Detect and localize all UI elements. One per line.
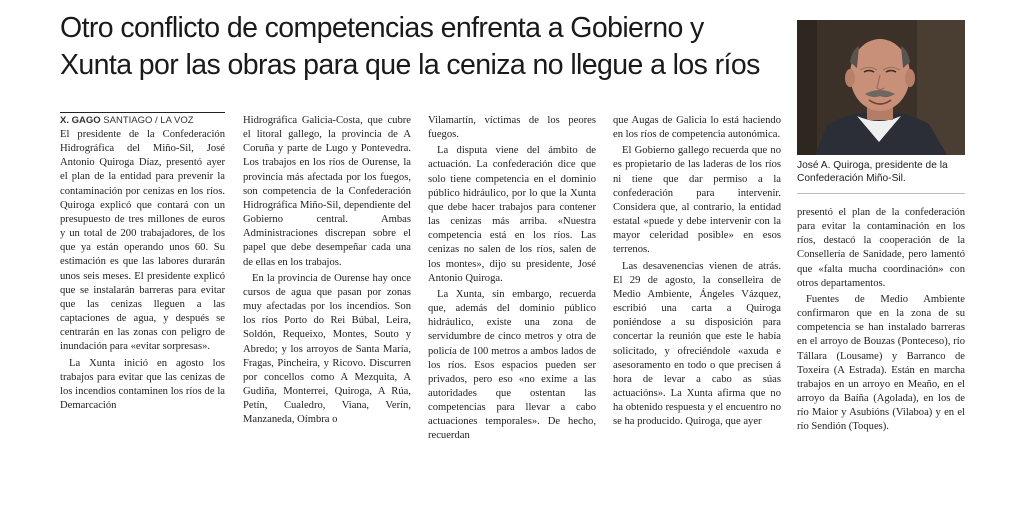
paragraph: que Augas de Galicia lo está haciendo en los ríos de competencia autonómica. (613, 115, 781, 141)
article-column-2 (243, 114, 411, 427)
portrait-photo (797, 20, 965, 155)
paragraph: Fuentes de Medio Ambiente confirmaron que en la zona de su competencia se han instalado barreras en el arroyo de Bouzas (Ponteceso), río Tállara (Lousame) y Barranco de Toxeira (A Estrada). Están en marcha trabajos en un arroyo en Meaño, en el arroyo da Baíña (Agolada), en los de río Maior y Asubións (Vilaboa) y en el río Sendión (Toques). (797, 293, 965, 433)
headline (60, 10, 780, 84)
article-column-1 (60, 128, 225, 413)
paragraph: El presidente de la Confederación Hidrográfica del Miño-Sil, José Antonio Quiroga Díaz, presentó ayer el plan de la entidad para prevenir la contaminación por cenizas en los ríos. Quiroga explicó que contará con un presupuesto de tres millones de euros y un total de 200 trabajadores, de los que ya están operando unos 60. Su estimación es que las labores durarán unos seis meses. El presidente explicó que se instalarán barreras para evitar que las cenizas lleguen a las captaciones de agua, y después se centrarán en las zonas con peligro de inundación para «evitar sorpresas». (60, 129, 225, 353)
paragraph: La Xunta, sin embargo, recuerda que, además del dominio público hidráulico, existe una zona de servidumbre de cinco metros y otra de policía de 100 metros a ambos lados de los ríos. Esos espacios pueden ser privados, pero eso «no exime a las autoridades que ostentan las competencias para llevar a cabo actuaciones temporales». De hecho, recuerdan (428, 288, 596, 442)
article-column-4 (613, 114, 781, 429)
byline (60, 112, 225, 127)
headline-line-2: Xunta por las obras para que la ceniza no llegue a los ríos (60, 49, 760, 81)
paragraph: El Gobierno gallego recuerda que no es propietario de las laderas de los ríos ni tiene que dar permiso a la confederación para intervenir. Considera que, al contrario, la entidad estatal «puede y debe intervenir con la mayor celeridad posible» en esos terrenos. (613, 145, 781, 256)
article-column-5 (797, 206, 965, 435)
article-column-3 (428, 114, 596, 444)
byline-place: SANTIAGO / LA VOZ (103, 115, 194, 126)
portrait-illustration (797, 20, 965, 155)
paragraph: En la provincia de Ourense hay once cursos de agua que pasan por zonas muy afectadas por los incendios. Son los ríos Porto do Rei Búbal, Leira, Soldón, Requeixo, Montes, Souto y Abredo; y los arroyos de Santa María, Fragas, Pincheira, y Ricovo. Discurren por concellos como A Mezquita, A Gudiña, Monterrei, Quiroga, A Rúa, Petín, Cualedro, Viana, Verín, Manzaneda, Oímbra o (243, 272, 411, 426)
paragraph: Las desavenencias vienen de atrás. El 29 de agosto, la conselleira de Medio Ambiente, Ángeles Vázquez, escribió una carta a Quiroga poniéndose a su disposición para concertar la reunión que este le había solicitado, y ofreciéndole «axuda e asesoramento en todo o que precisen á hora de levar a cabo as súas actuacións». La Xunta afirma que no ha obtenido respuesta y el encuentro no se ha producido. Quiroga, que ayer (613, 260, 781, 428)
caption-divider (797, 193, 965, 194)
paragraph: presentó el plan de la confederación para evitar la contaminación en los ríos, destacó la cooperación de la Consellería de Sanidade, pero lamentó que «falta mucha coordinación» con otros departamentos. (797, 207, 965, 289)
paragraph: La disputa viene del ámbito de actuación. La confederación dice que solo tiene competencia en el dominio público hidráulico, por lo que la Xunta que debe hacer trabajos para contener las cenizas más arriba. «Nuestra competencia está en los ríos. Las cenizas no salen de los ríos, salen de los montes», dijo su presidente, José Antonio Quiroga. (428, 145, 596, 284)
byline-author: X. GAGO (60, 115, 101, 126)
photo-caption: José A. Quiroga, presidente de la Confederación Miño-Sil. (797, 160, 948, 184)
headline-line-1: Otro conflicto de competencias enfrenta a Gobierno y (60, 12, 704, 44)
paragraph: La Xunta inició en agosto los trabajos para evitar que las cenizas de los incendios contaminen los ríos de la Demarcación (60, 357, 225, 411)
paragraph: Vilamartín, víctimas de los peores fuegos. (428, 115, 596, 141)
paragraph: Hidrográfica Galicia-Costa, que cubre el litoral gallego, la provincia de A Coruña y parte de Lugo y Pontevedra. Los trabajos en los ríos de Ourense, la provincia más afectada por los fuegos, son competencia de la Confederación Hidrográfica Miño-Sil, dependiente del Gobierno central. Ambas Administraciones discrepan sobre el papel que debe desempeñar cada una de ellas en los trabajos. (243, 115, 411, 268)
